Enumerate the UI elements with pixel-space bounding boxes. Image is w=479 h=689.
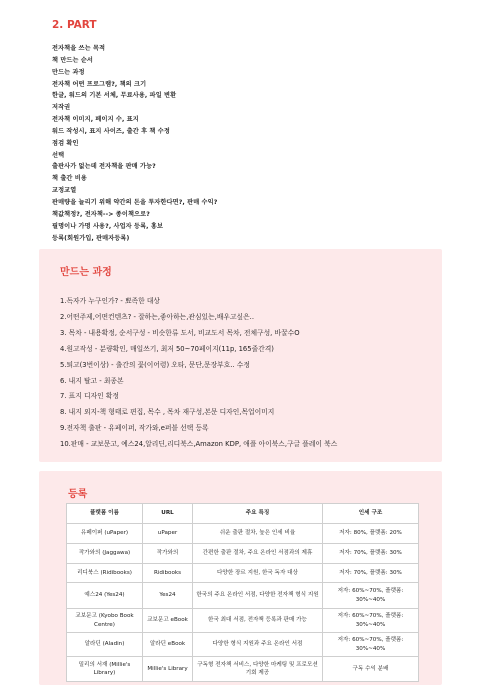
- feature-cell: 한국 최대 서점, 전자책 등록과 판매 가능: [193, 609, 323, 633]
- table-row: [67, 609, 419, 633]
- table-row: [67, 524, 419, 544]
- toc-item: 책값책정?, 전자책--> 종이책으로?: [52, 210, 150, 218]
- process-section: [39, 249, 442, 462]
- table-row: [67, 564, 419, 583]
- platform-name-cell: 밀리의 서재 (Millie's Library): [67, 657, 143, 682]
- royalty-cell: 저자: 70%, 플랫폼: 30%: [323, 564, 419, 583]
- process-step: 8. 내지 외지-책 형태로 편집, 목수 , 목차 재구성,본문 디자인,목업이미지: [60, 408, 275, 417]
- platform-name-cell: 유페이퍼 (uPaper): [67, 524, 143, 544]
- royalty-cell: 저자: 70%, 플랫폼: 30%: [323, 544, 419, 564]
- platform-name-cell: 예스24 (Yes24): [67, 583, 143, 609]
- table-of-contents: [52, 43, 217, 244]
- platform-name-cell: 알라딘 (Aladin): [67, 633, 143, 657]
- platform-table: [66, 503, 419, 682]
- toc-item: 등록(회원가입, 판매자등록): [52, 234, 130, 242]
- royalty-cell: 저자: 60%~70%, 플랫폼: 30%~40%: [323, 583, 419, 609]
- column-header: 플랫폼 이름: [67, 504, 143, 524]
- platform-name-cell: 리디북스 (Ridibooks): [67, 564, 143, 583]
- feature-cell: 다양한 형식 지원과 주요 온라인 서점: [193, 633, 323, 657]
- royalty-cell: 저자: 60%~70%, 플랫폼: 30%~40%: [323, 633, 419, 657]
- process-step: 7. 표지 디자인 확정: [60, 392, 119, 401]
- registration-title: 등록: [68, 489, 88, 500]
- toc-item: 점검 확인: [52, 139, 79, 147]
- process-step: 9.전자책 출판 - 유페이퍼, 작가와,e퍼블 선택 등록: [60, 424, 209, 433]
- process-step: 5.퇴고(3번이상) - 출간의 꽃(이어령) 오타, 문단,문장부호.. 수정: [60, 360, 250, 369]
- feature-cell: 구독형 전자책 서비스, 다양한 마케팅 및 프로모션 기회 제공: [193, 657, 323, 682]
- toc-item: 저작권: [52, 104, 71, 112]
- royalty-cell: 저자: 80%, 플랫폼: 20%: [323, 524, 419, 544]
- toc-item: 한글, 워드의 기본 서체, 무료사용, 파일 변환: [52, 92, 177, 100]
- feature-cell: 한국의 주요 온라인 서점, 다양한 전자책 형식 지원: [193, 583, 323, 609]
- royalty-cell: 구독 수익 분배: [323, 657, 419, 682]
- table-header-row: [67, 504, 419, 524]
- url-cell: 교보문고 eBook: [143, 609, 193, 633]
- process-step: 1.독자가 누구인가? - 뾰족한 대상: [60, 297, 160, 305]
- toc-item: 책 만드는 순서: [52, 56, 93, 64]
- process-steps: [60, 294, 337, 453]
- url-cell: Ridibooks: [143, 564, 193, 583]
- url-cell: 알라딘 eBook: [143, 633, 193, 657]
- toc-item: 출판사가 없는데 전자책을 판매 가능?: [52, 163, 156, 171]
- table-row: [67, 583, 419, 609]
- platform-name-cell: 작가와의 (Jaggawa): [67, 544, 143, 564]
- process-step: 4.원고작성 - 분량확인, 매일쓰기, 최저 50~70페이지(11p, 165줄간격): [60, 344, 274, 353]
- column-header: 인세 구조: [323, 504, 419, 524]
- royalty-cell: 저자: 60%~70%, 플랫폼: 30%~40%: [323, 609, 419, 633]
- table-row: [67, 544, 419, 564]
- platform-name-cell: 교보문고 (Kyobo Book Centre): [67, 609, 143, 633]
- toc-item: 책 출간 비용: [52, 175, 87, 183]
- feature-cell: 다양한 장르 지원, 한국 독자 대상: [193, 564, 323, 583]
- process-step: 2.어떤주제,어떤컨텐츠? - 잘하는,좋아하는,관심있는,배우고싶은..: [60, 312, 254, 321]
- toc-item: 전자책 어떤 프로그램?, 책의 크기: [52, 80, 147, 88]
- process-title: 만드는 과정: [60, 267, 112, 278]
- toc-item: 교정교열: [52, 187, 77, 195]
- url-cell: Yes24: [143, 583, 193, 609]
- column-header: URL: [143, 504, 193, 524]
- registration-section: [39, 471, 442, 685]
- toc-item: 워드 작성시, 표지 사이즈, 출간 후 책 수정: [52, 127, 170, 135]
- toc-item: 필명이나 가명 사용?, 사업자 등록, 홍보: [52, 222, 164, 230]
- process-step: 6. 내지 탈고 - 최종본: [60, 376, 124, 385]
- feature-cell: 쉬운 출판 절차, 높은 인세 비율: [193, 524, 323, 544]
- toc-item: 만드는 과정: [52, 68, 85, 76]
- url-cell: Millie's Library: [143, 657, 193, 682]
- url-cell: uPaper: [143, 524, 193, 544]
- part-title: 2. PART: [52, 19, 97, 31]
- toc-item: 판매량을 늘리기 위해 약간의 돈을 투자한다면?, 판매 수익?: [52, 198, 218, 206]
- column-header: 주요 특징: [193, 504, 323, 524]
- toc-item: 전자책을 쓰는 목적: [52, 45, 106, 52]
- table-row: [67, 657, 419, 682]
- url-cell: 작가와의: [143, 544, 193, 564]
- table-row: [67, 633, 419, 657]
- toc-item: 전자책 이미지, 페이지 수, 표지: [52, 116, 139, 124]
- process-step: 3. 목차 - 내용확정, 순서구성 - 비슷한류 도서, 비교도서 목차, 전체구성, 바꿀수O: [60, 328, 300, 337]
- feature-cell: 간편한 출판 절차, 주요 온라인 서점과의 제휴: [193, 544, 323, 564]
- toc-item: 선택: [52, 151, 65, 159]
- process-step: 10.판매 - 교보문고, 예스24,알리딘,리디북스,Amazon KDP, 애플 아이북스,구글 플레이 북스: [60, 440, 338, 449]
